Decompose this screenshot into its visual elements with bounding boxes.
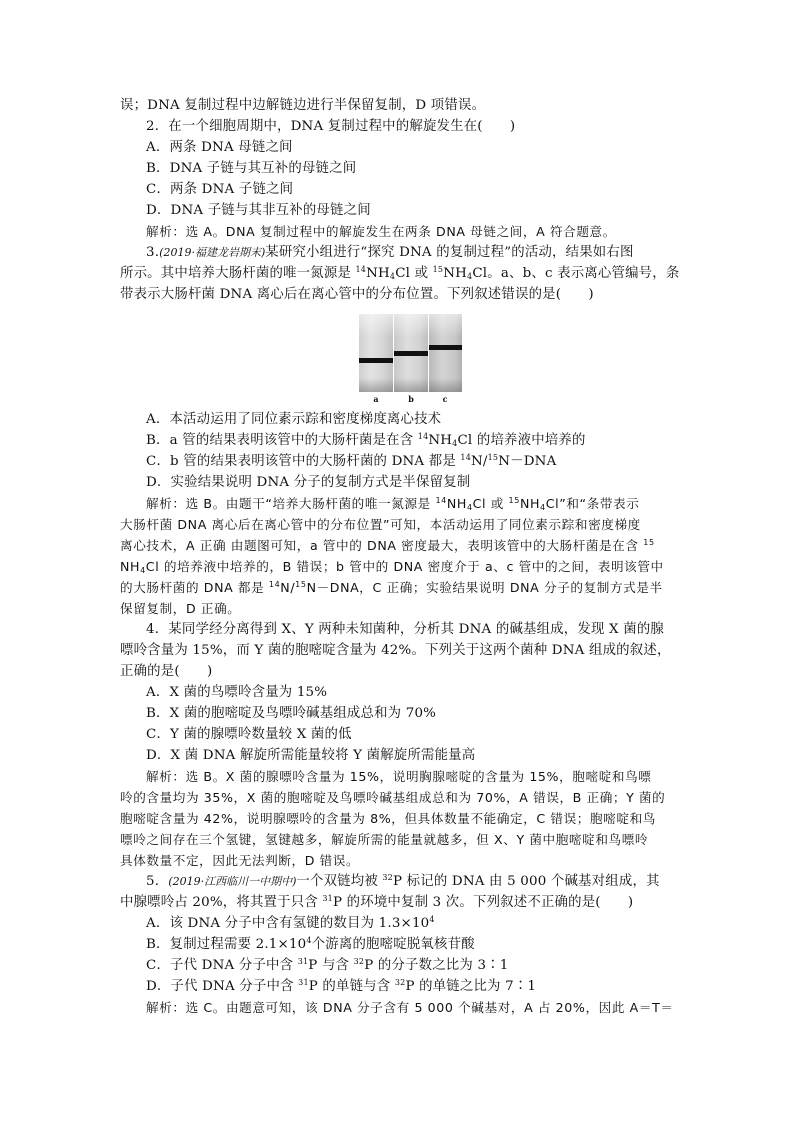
option-d: D．实验结果说明 DNA 分子的复制方式是半保留复制 [146,475,471,490]
analysis-q3-line-1: 解析：选 B。由题干“培养大肠杆菌的唯一氮源是 $^{14}NH_4Cl$ 或 $^{15}NH_4Cl$”和“条带表示 [146,496,640,512]
tube-a [359,314,393,392]
tube-c [429,314,462,392]
analysis-q5-line-1: 解析：选 C。由题意可知，该 DNA 分子含有 5 000 个碱基对，A 占 20%，因此 A＝T＝ [146,1000,674,1015]
question-5-line-1: 5．(2019·江西临川一中期中)一个双链均被 $^{32}$P 标记的 DNA 由 5 000 个碱基对组成，其 [146,873,660,889]
analysis-q3-line-4: $NH_4Cl$ 的培养液中培养的，B 错误；b 管中的 DNA 密度介于 a、c 管中的之间，表明该管中 [120,559,664,575]
analysis-q3-line-2: 大肠杆菌 DNA 离心后在离心管中的分布位置”可知，本活动运用了同位素示踪和密度梯度 [120,517,641,532]
analysis-q2: 解析：选 A。DNA 复制过程中的解旋发生在两条 DNA 母链之间，A 符合题意。 [146,224,616,239]
analysis-q4-line-2: 呤的含量均为 35%，X 菌的胞嘧啶及鸟嘌呤碱基组成总和为 70%，A 错误，B 正确；Y 菌的 [120,790,666,805]
option-c: C．两条 DNA 子链之间 [146,182,294,197]
option-c: C．子代 DNA 分子中含 $^{31}$P 与含 $^{32}$P 的分子数之比为 3∶1 [146,957,509,973]
question-3-line-1: 3.(2019·福建龙岩期末)某研究小组进行“探究 DNA 的复制过程”的活动，结果如右图 [146,245,634,260]
analysis-q3-line-5: 的大肠杆菌的 DNA 都是 $^{14}$N/$^{15}$N－DNA，C 正确；实验结果说明 DNA 分子的复制方式是半 [120,580,663,595]
option-a: A．本活动运用了同位素示踪和密度梯度离心技术 [146,412,442,427]
analysis-q3-line-6: 保留复制，D 正确。 [120,601,241,616]
question-4-line-2: 嘌呤含量为 15%，而 Y 菌的胞嘧啶含量为 42%。下列关于这两个菌种 DNA 组成的叙述， [120,643,671,658]
option-a: A．该 DNA 分子中含有氢键的数目为 $1.3\times 10^4$ [146,915,435,931]
text-line: 误；DNA 复制过程中边解链边进行半保留复制，D 项错误。 [120,98,486,113]
option-c: C．Y 菌的腺嘌呤数量较 X 菌的低 [146,727,352,742]
question-4-line-3: 正确的是( ) [120,664,213,679]
option-d: D．子代 DNA 分子中含 $^{31}$P 的单链与含 $^{32}$P 的单链之比为 7∶1 [146,978,537,994]
analysis-q3-line-3: 离心技术，A 正确 由题图可知，a 管中的 DNA 密度最大，表明该管中的大肠杆菌是在含 $^{15}$ [120,538,655,553]
option-a: A．两条 DNA 母链之间 [146,140,293,155]
analysis-q4-line-1: 解析：选 B。X 菌的腺嘌呤含量为 15%，说明胸腺嘧啶的含量为 15%，胞嘧啶和鸟嘌 [146,769,652,784]
dna-band [359,358,393,363]
option-b: B．X 菌的胞嘧啶及鸟嘌呤碱基组成总和为 70% [146,706,437,721]
tube-label-c: c [442,394,448,404]
question-3-line-3: 带表示大肠杆菌 DNA 离心后在离心管中的分布位置。下列叙述错误的是( ) [120,287,594,302]
question-4-line-1: 4．某同学经分离得到 X、Y 两种未知菌种，分析其 DNA 的碱基组成，发现 X 菌的腺 [146,622,664,637]
analysis-q4-line-5: 具体数量不定，因此无法判断，D 错误。 [120,853,360,868]
dna-band [394,351,428,356]
option-c: C．b 管的结果表明该管中的大肠杆菌的 DNA 都是 $^{14}$N/$^{15}$N－DNA [146,453,557,469]
question-3-line-2: 所示。其中培养大肠杆菌的唯一氮源是 $^{14}NH_4Cl$ 或 $^{15}NH_4Cl$。a、b、c 表示离心管编号，条 [120,265,680,281]
tube-label-b: b [408,394,414,404]
option-a: A．X 菌的鸟嘌呤含量为 15% [146,685,328,700]
option-d: D．DNA 子链与其非互补的母链之间 [146,203,371,218]
tube-b [394,314,428,392]
option-b: B．a 管的结果表明该管中的大肠杆菌是在含 $^{14}NH_4Cl$ 的培养液中培养的 [146,432,586,448]
option-b: B．复制过程需要 $2.1\times 10^4$个游离的胞嘧啶脱氧核苷酸 [146,936,475,952]
dna-band [429,345,462,350]
option-d: D．X 菌 DNA 解旋所需能量较将 Y 菌解旋所需能量高 [146,748,476,763]
question-5-line-2: 中腺嘌呤占 20%，将其置于只含 $^{31}$P 的环境中复制 3 次。下列叙述不正确的是( ) [120,894,634,910]
analysis-q4-line-3: 胞嘧啶含量为 42%，说明腺嘌呤的含量为 8%，但具体数量不能确定，C 错误；胞嘧啶和鸟 [120,811,656,826]
analysis-q4-line-4: 嘌呤之间存在三个氢键，氢键越多，解旋所需的能量就越多，但 X、Y 菌中胞嘧啶和鸟嘌呤 [120,832,649,847]
question-2: 2．在一个细胞周期中，DNA 复制过程中的解旋发生在( ) [146,119,516,134]
tube-label-a: a [373,394,379,404]
centrifuge-tubes-figure [359,314,462,406]
option-b: B．DNA 子链与其互补的母链之间 [146,161,357,176]
